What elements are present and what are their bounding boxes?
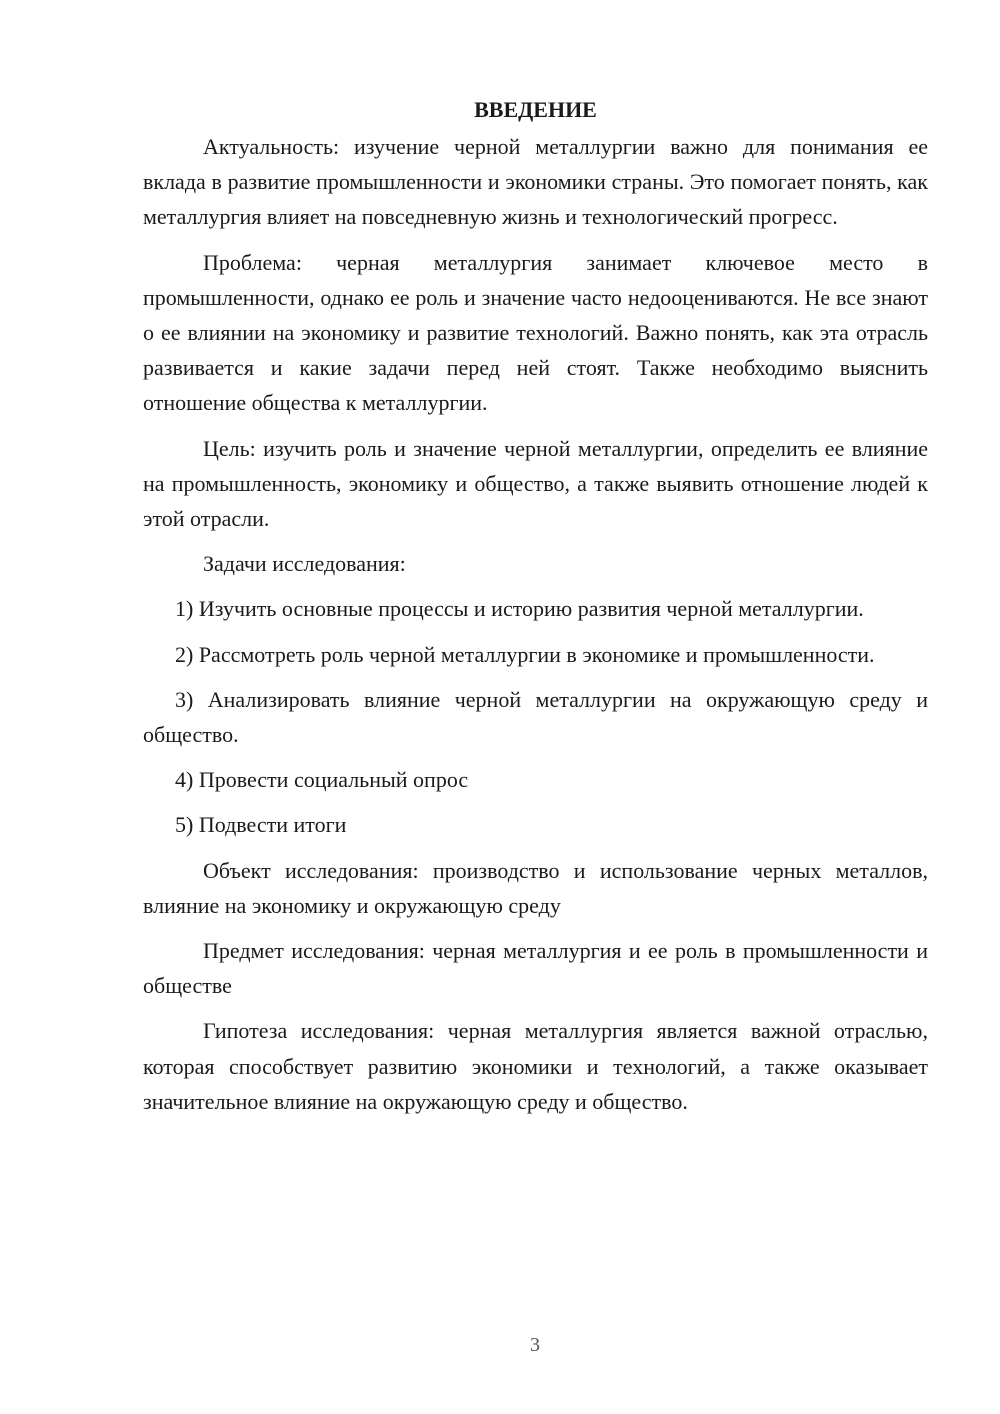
paragraph-goal: Цель: изучить роль и значение черной металлургии, определить ее влияние на промышленность, экономику и общество, а также выявить отношение людей к этой отрасли. [143,435,928,532]
task-item-1: 1) Изучить основные процессы и историю развития черной металлургии. [175,596,864,622]
paragraph-hypothesis: Гипотеза исследования: черная металлургия является важной отраслью, которая способствует развитию экономики и технологий, а также оказывает значительное влияние на окружающую среду и общество. [143,1018,928,1114]
paragraph-relevance: Актуальность: изучение черной металлургии важно для понимания ее вклада в развитие промышленности и экономики страны. Это помогает понять, как металлургия влияет на повседневную жизнь и технологический прогресс. [143,134,928,230]
task-item-3: 3) Анализировать влияние черной металлургии на окружающую среду и общество. [143,686,928,748]
page-title: ВВЕДЕНИЕ [474,97,597,122]
paragraph-tasks-heading: Задачи исследования: [203,551,406,577]
paragraph-problem: Проблема: черная металлургия занимает ключевое место в промышленности, однако ее роль и значение часто недооцениваются. Не все знают о ее влиянии на экономику и развитие технологий. Важно понять, как эта отрасль развивается и какие задачи перед ней стоят. Также необходимо выяснить отношение общества к металлургии. [143,249,928,416]
task-item-2: 2) Рассмотреть роль черной металлургии в экономике и промышленности. [175,641,875,667]
task-item-4: 4) Провести социальный опрос [175,767,469,793]
paragraph-subject: Предмет исследования: черная металлургия и ее роль в промышленности и обществе [143,938,928,999]
paragraph-object: Объект исследования: производство и использование черных металлов, влияние на экономику и окружающую среду [143,857,928,918]
page-number: 3 [530,1334,540,1356]
task-item-5: 5) Подвести итоги [175,812,347,838]
document-page [143,92,928,1129]
